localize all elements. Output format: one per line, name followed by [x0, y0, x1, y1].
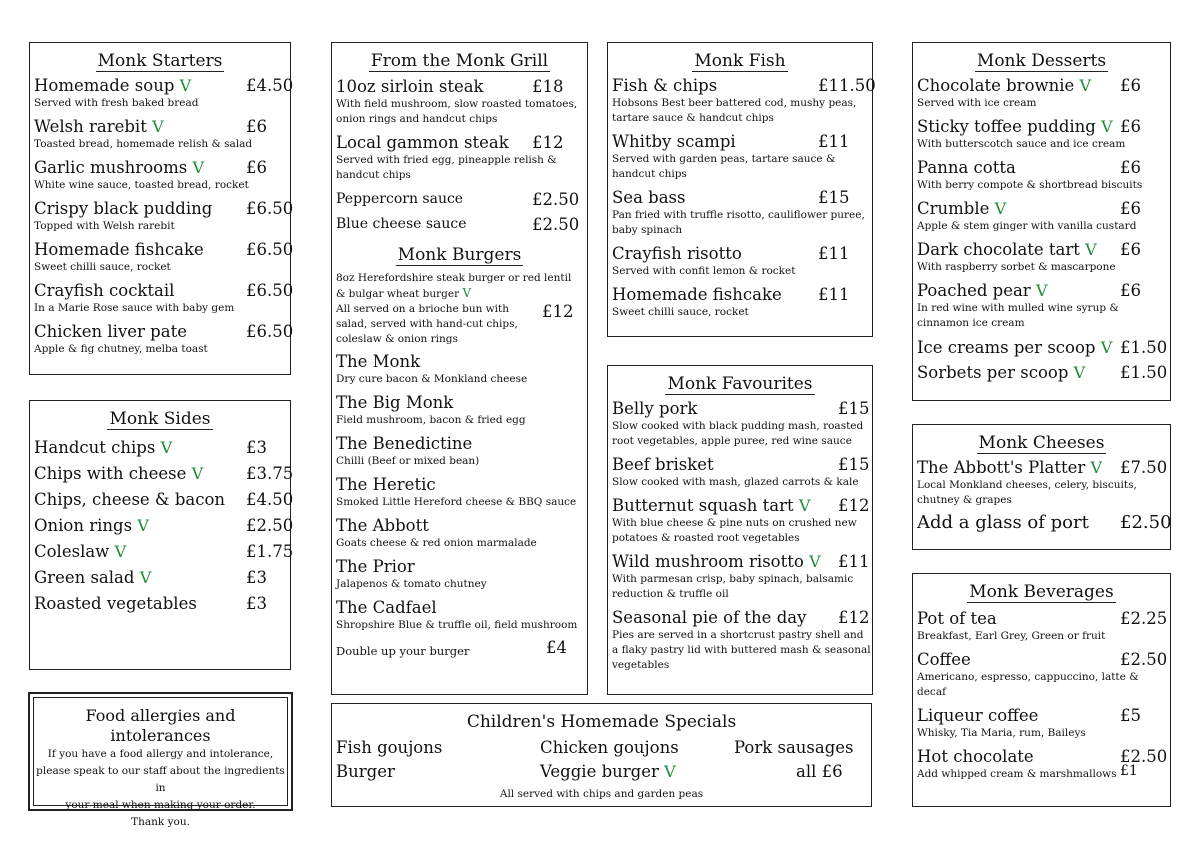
item-name: Peppercorn sauce: [336, 191, 464, 207]
menu-item: [917, 457, 1170, 508]
item-name: Seasonal pie of the day: [612, 608, 807, 627]
item-name: Dark chocolate tart: [917, 240, 1080, 259]
item-name: The Monk: [336, 352, 421, 371]
item-price: £5: [1120, 706, 1141, 725]
item-price: £6.50: [246, 322, 294, 341]
item-description: Slow cooked with black pudding mash, roasted root vegetables, apple puree, red wine sauce: [612, 420, 864, 447]
item-name: The Abbott's Platter: [917, 458, 1086, 477]
extra-price: £1: [1120, 763, 1138, 779]
allergy-line: please speak to our staff about the ingredients in: [36, 765, 285, 794]
item-price: £6: [1120, 158, 1141, 177]
item-description: Shropshire Blue & truffle oil, field mushroom: [336, 619, 578, 631]
item-price: £3.75: [246, 464, 294, 483]
fish-panel: [607, 42, 876, 337]
menu-item: [917, 337, 1170, 358]
kids-item: Fish goujons: [336, 738, 443, 757]
desserts-title: Monk Desserts: [976, 51, 1107, 71]
item-price: £4.50: [246, 490, 294, 509]
item-description: Toasted bread, homemade relish & salad: [34, 138, 253, 150]
burgers-intro: 8oz Herefordshire steak burger or red lentil & bulgar wheat burger: [336, 272, 572, 300]
vegetarian-mark: V: [137, 516, 149, 535]
item-name: Homemade soup: [34, 76, 175, 95]
item-description: With berry compote & shortbread biscuits: [917, 179, 1143, 191]
item-description: Sweet chilli sauce, rocket: [34, 261, 171, 273]
item-price: £2.50: [1120, 747, 1168, 766]
item-price: £3: [246, 568, 267, 587]
favourites-title: Monk Favourites: [667, 374, 813, 394]
menu-item: [612, 75, 876, 126]
item-description: Sweet chilli sauce, rocket: [612, 306, 749, 318]
item-price: £15: [838, 399, 870, 418]
menu-item: [34, 515, 294, 536]
item-description: Americano, espresso, cappuccino, latte & decaf: [917, 671, 1139, 698]
item-name: Belly pork: [612, 399, 698, 418]
item-name: The Big Monk: [336, 393, 454, 412]
vegetarian-mark: V: [1035, 281, 1048, 300]
starters-title: Monk Starters: [97, 51, 223, 71]
item-price: £6.50: [246, 199, 294, 218]
sides-panel: [29, 400, 294, 670]
double-up-price: £4: [546, 638, 567, 657]
vegetarian-mark: V: [192, 158, 204, 177]
item-price: £11: [818, 285, 850, 304]
item-price: £2.50: [1120, 512, 1172, 533]
item-name: Blue cheese sauce: [336, 216, 467, 232]
menu-item: [917, 512, 1170, 533]
item-price: £3: [246, 438, 267, 457]
item-name: Onion rings: [34, 516, 133, 535]
grill-panel: [331, 42, 588, 695]
item-description: With field mushroom, slow roasted tomatoes, onion rings and handcut chips: [336, 98, 578, 125]
item-price: £2.50: [246, 516, 294, 535]
item-name: 10oz sirloin steak: [336, 77, 484, 96]
item-name: Hot chocolate: [917, 747, 1034, 766]
item-name: Coffee: [917, 650, 971, 669]
menu-item: [34, 541, 294, 562]
vegetarian-mark: V: [798, 496, 811, 515]
item-price: £15: [818, 188, 850, 207]
item-price: £18: [532, 77, 564, 96]
item-description: With blue cheese & pine nuts on crushed new potatoes & roasted root vegetables: [612, 517, 857, 544]
item-description: Topped with Welsh rarebit: [34, 220, 175, 232]
item-name: The Benedictine: [336, 434, 473, 453]
item-name: Chocolate brownie: [917, 76, 1075, 95]
menu-item: [34, 321, 294, 357]
item-name: Chips with cheese: [34, 464, 187, 483]
item-description: Add whipped cream & marshmallows: [917, 768, 1117, 780]
item-price: £6.50: [246, 240, 294, 259]
item-name: Beef brisket: [612, 455, 714, 474]
vegetarian-mark: V: [179, 76, 192, 95]
menu-item: [336, 556, 587, 592]
item-description: Goats cheese & red onion marmalade: [336, 537, 537, 549]
item-name: Liqueur coffee: [917, 706, 1039, 725]
item-price: £12: [838, 496, 870, 515]
menu-item: [336, 597, 587, 633]
item-price: £6.50: [246, 281, 294, 300]
kids-item: Chicken goujons: [540, 738, 679, 757]
kids-panel: [331, 703, 872, 807]
item-description: Served with fried egg, pineapple relish & handcut chips: [336, 154, 557, 181]
item-description: Slow cooked with mash, glazed carrots & kale: [612, 476, 859, 488]
item-name: The Prior: [336, 557, 415, 576]
item-description: Apple & stem ginger with vanilla custard: [917, 220, 1137, 232]
burgers-title: Monk Burgers: [397, 245, 522, 265]
item-price: £2.25: [1120, 609, 1168, 628]
menu-item: [917, 75, 1170, 111]
item-name: Butternut squash tart: [612, 496, 794, 515]
item-name: Crispy black pudding: [34, 199, 213, 218]
sides-title: Monk Sides: [109, 409, 211, 429]
item-name: Green salad: [34, 568, 135, 587]
item-name: Sea bass: [612, 188, 686, 207]
menu-item: [336, 76, 587, 127]
item-price: £2.50: [1120, 650, 1168, 669]
item-name: Poached pear: [917, 281, 1031, 300]
kids-footer: All served with chips and garden peas: [499, 788, 704, 800]
burgers-price: £12: [542, 302, 574, 321]
fish-title: Monk Fish: [694, 51, 786, 71]
item-description: With butterscotch sauce and ice cream: [917, 138, 1126, 150]
vegetarian-mark: V: [1101, 117, 1113, 136]
beverages-title: Monk Beverages: [969, 582, 1114, 602]
beverages-panel: [912, 573, 1171, 807]
item-description: Served with ice cream: [917, 97, 1037, 109]
item-description: Breakfast, Earl Grey, Green or fruit: [917, 630, 1106, 642]
item-name: The Abbott: [336, 516, 429, 535]
item-name: Panna cotta: [917, 158, 1016, 177]
item-price: £6: [246, 158, 267, 177]
item-name: Chips, cheese & bacon: [34, 490, 226, 509]
item-name: Local gammon steak: [336, 133, 509, 152]
item-description: Hobsons Best beer battered cod, mushy peas, tartare sauce & handcut chips: [612, 97, 857, 124]
item-name: Add a glass of port: [917, 512, 1089, 533]
menu-item: [917, 239, 1170, 275]
item-name: Crayfish cocktail: [34, 281, 175, 300]
item-price: £6: [1120, 117, 1141, 136]
item-name: Garlic mushrooms: [34, 158, 188, 177]
item-name: Welsh rarebit: [34, 117, 147, 136]
cheeses-title: Monk Cheeses: [978, 433, 1105, 453]
item-description: Pies are served in a shortcrust pastry shell and a flaky pastry lid with buttered mash & seasonal vegetables: [612, 629, 871, 671]
item-price: £12: [532, 133, 564, 152]
vegetarian-mark: V: [114, 542, 127, 561]
item-name: Coleslaw: [34, 542, 110, 561]
menu-item: [34, 116, 290, 152]
item-name: Fish & chips: [612, 76, 718, 95]
item-price: £1.75: [246, 542, 294, 561]
item-price: £1.50: [1120, 363, 1168, 382]
item-description: Jalapenos & tomato chutney: [336, 578, 487, 590]
item-name: Chicken liver pate: [34, 322, 187, 341]
item-name: Wild mushroom risotto: [612, 552, 804, 571]
item-name: Roasted vegetables: [34, 594, 197, 613]
vegetarian-mark: V: [1079, 76, 1092, 95]
kids-item: Veggie burger: [540, 762, 659, 781]
menu-item: [612, 495, 872, 546]
item-name: Ice creams per scoop: [917, 338, 1096, 357]
menu-item: [34, 75, 294, 111]
allergy-title: Food allergies and intolerances: [85, 706, 236, 745]
menu-item: [917, 116, 1170, 152]
allergy-line: your meal when making your order.: [65, 799, 256, 811]
vegetarian-mark: V: [1085, 240, 1097, 259]
item-description: Local Monkland cheeses, celery, biscuits, chutney & grapes: [917, 479, 1137, 506]
menu-item: [917, 157, 1170, 193]
favourites-panel: [607, 365, 873, 695]
vegetarian-mark: V: [1100, 338, 1113, 357]
menu-item: [336, 433, 587, 469]
item-description: Served with garden peas, tartare sauce & handcut chips: [612, 153, 836, 180]
kids-item: Burger: [336, 762, 395, 781]
item-description: In a Marie Rose sauce with baby gem: [34, 302, 235, 314]
item-description: Apple & fig chutney, melba toast: [34, 343, 208, 355]
menu-item: [917, 649, 1170, 700]
starters-panel: [29, 42, 294, 375]
item-name: Sticky toffee pudding: [917, 117, 1096, 136]
menu-item: [34, 437, 290, 458]
item-description: Field mushroom, bacon & fried egg: [336, 414, 526, 426]
item-description: Smoked Little Hereford cheese & BBQ sauce: [336, 496, 577, 508]
menu-item: [34, 567, 290, 588]
item-description: With raspberry sorbet & mascarpone: [917, 261, 1116, 273]
item-name: Whitby scampi: [612, 132, 736, 151]
item-description: With parmesan crisp, baby spinach, balsamic reduction & truffle oil: [612, 573, 854, 600]
menu-item: [336, 474, 587, 510]
item-price: £15: [838, 455, 870, 474]
grill-title: From the Monk Grill: [370, 51, 549, 71]
cheeses-panel: [912, 424, 1171, 550]
kids-item: Pork sausages: [734, 738, 854, 757]
menu-item: [917, 608, 1170, 644]
vegetarian-mark: V: [1090, 458, 1103, 477]
double-up-row: [336, 638, 587, 662]
double-up-label: Double up your burger: [336, 644, 470, 658]
item-price: £2.50: [532, 215, 580, 234]
allergy-line: Thank you.: [131, 816, 190, 828]
item-name: Sorbets per scoop: [917, 363, 1069, 382]
item-price: £1.50: [1120, 338, 1168, 357]
allergy-notice: [28, 692, 293, 828]
menu-item: [917, 705, 1170, 741]
menu-item: [336, 515, 587, 551]
vegetarian-mark: V: [191, 464, 204, 483]
item-price: £12: [838, 608, 870, 627]
item-name: Pot of tea: [917, 609, 997, 628]
item-description: Pan fried with truffle risotto, cauliflower puree, baby spinach: [612, 209, 865, 236]
menu-item: [612, 243, 872, 279]
menu-item: [34, 280, 294, 316]
menu-item: [917, 198, 1170, 234]
item-price: £6: [1120, 240, 1141, 259]
kids-title: Children's Homemade Specials: [466, 712, 737, 732]
menu-item: [34, 198, 294, 234]
menu-item: [917, 362, 1170, 383]
item-name: Crumble: [917, 199, 990, 218]
menu-item: [34, 239, 294, 275]
item-name: Homemade fishcake: [612, 285, 782, 304]
item-description: Served with confit lemon & rocket: [612, 265, 796, 277]
item-price: £11: [818, 244, 850, 263]
item-name: The Cadfael: [336, 598, 437, 617]
menu-item: [34, 463, 294, 484]
menu-item: [336, 189, 587, 210]
desserts-panel: [912, 42, 1171, 401]
menu-item: [917, 746, 1170, 782]
burgers-intro-served: All served on a brioche bun with salad, served with hand-cut chips, coleslaw & onion rings: [336, 303, 518, 345]
item-price: £11.50: [818, 76, 876, 95]
vegetarian-mark: V: [462, 286, 472, 300]
item-description: Dry cure bacon & Monkland cheese: [336, 373, 528, 385]
menu-item: [336, 214, 587, 235]
allergy-line: If you have a food allergy and intolerance,: [47, 748, 274, 760]
item-price: £4.50: [246, 76, 294, 95]
vegetarian-mark: V: [139, 568, 152, 587]
menu-item: [612, 284, 872, 320]
item-description: In red wine with mulled wine syrup & cinnamon ice cream: [917, 302, 1119, 329]
item-name: The Heretic: [336, 475, 436, 494]
item-name: Crayfish risotto: [612, 244, 742, 263]
menu-item: [34, 489, 294, 510]
vegetarian-mark: V: [809, 552, 821, 571]
menu-item: [612, 607, 872, 673]
item-price: £6: [1120, 281, 1141, 300]
vegetarian-mark: V: [152, 117, 164, 136]
menu-item: [612, 454, 872, 490]
menu-item: [612, 551, 872, 602]
item-price: £11: [818, 132, 850, 151]
item-price: £3: [246, 594, 267, 613]
item-name: Handcut chips: [34, 438, 156, 457]
item-price: £6: [1120, 76, 1141, 95]
menu-item: [917, 280, 1170, 331]
vegetarian-mark: V: [664, 762, 676, 781]
menu-item: [336, 132, 587, 183]
item-price: £7.50: [1120, 458, 1168, 477]
kids-price: all £6: [796, 762, 843, 781]
menu-item: [336, 351, 587, 387]
vegetarian-mark: V: [1073, 363, 1086, 382]
vegetarian-mark: V: [160, 438, 173, 457]
menu-item: [336, 392, 587, 428]
item-description: Chilli (Beef or mixed bean): [336, 455, 480, 467]
menu-item: [34, 157, 290, 193]
item-price: £2.50: [532, 190, 580, 209]
item-price: £6: [246, 117, 267, 136]
vegetarian-mark: V: [994, 199, 1007, 218]
item-description: Whisky, Tia Maria, rum, Baileys: [917, 727, 1086, 739]
menu-item: [612, 398, 872, 449]
menu-item: [34, 593, 290, 614]
item-name: Homemade fishcake: [34, 240, 204, 259]
item-description: White wine sauce, toasted bread, rocket: [34, 179, 249, 191]
menu-item: [612, 131, 872, 182]
menu-item: [612, 187, 872, 238]
item-description: Served with fresh baked bread: [34, 97, 199, 109]
item-price: £6: [1120, 199, 1141, 218]
item-price: £11: [838, 552, 870, 571]
